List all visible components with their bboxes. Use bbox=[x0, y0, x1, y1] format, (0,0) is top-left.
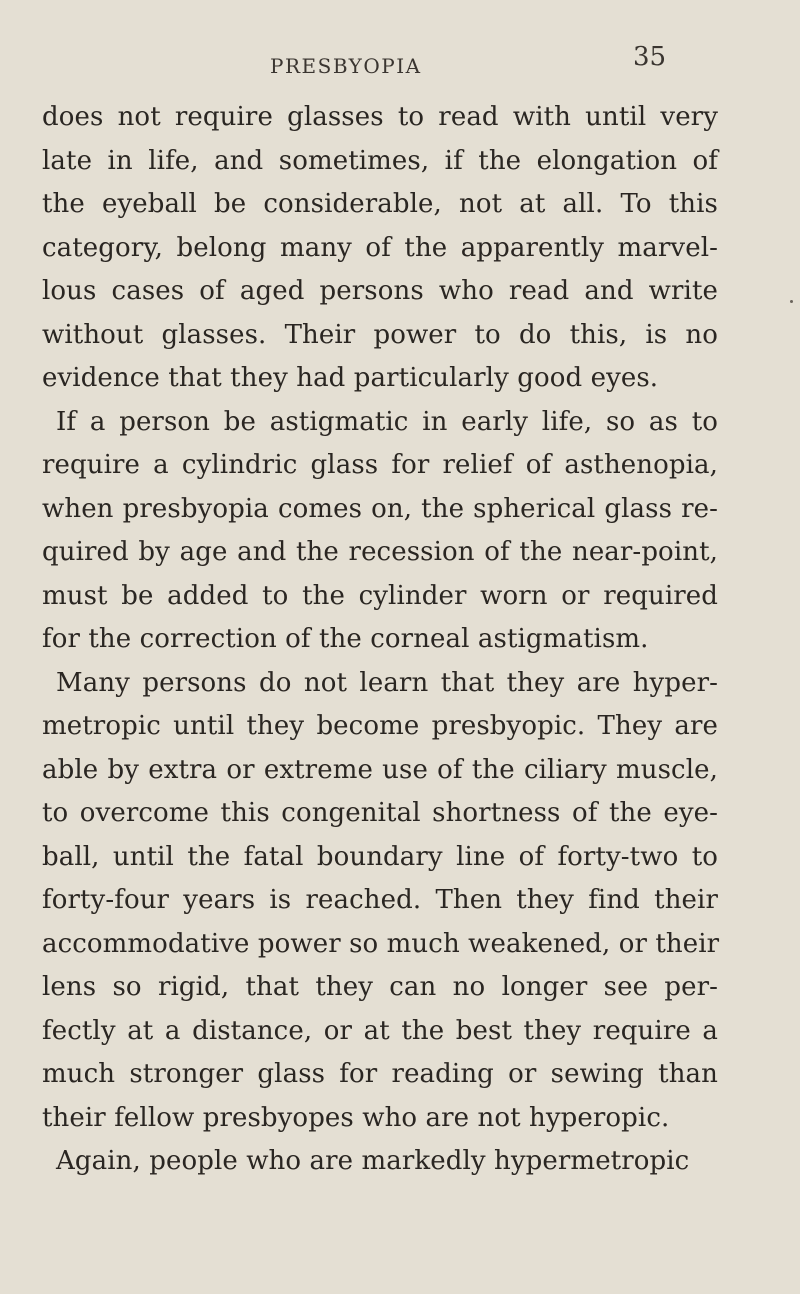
text-line: for the correction of the corneal astigmatism. bbox=[42, 624, 649, 654]
text-line: without glasses. Their power to do this, is no bbox=[42, 319, 718, 350]
text-line: much stronger glass for reading or sewing than bbox=[42, 1059, 718, 1089]
running-head: PRESBYOPIA bbox=[270, 54, 422, 78]
edge-speck bbox=[790, 300, 793, 303]
text-line: forty-four years is reached. Then they find their bbox=[42, 885, 718, 915]
text-line: accommodative power so much weakened, or their bbox=[42, 928, 720, 959]
text-line: Again, people who are markedly hypermetropic bbox=[56, 1146, 690, 1176]
text-line: Many persons do not learn that they are hyper- bbox=[56, 667, 718, 698]
text-line: must be added to the cylinder worn or required bbox=[42, 580, 718, 611]
text-line: category, belong many of the apparently marvel- bbox=[42, 232, 718, 263]
body-text bbox=[42, 96, 718, 1184]
text-line: the eyeball be considerable, not at all. To this bbox=[42, 189, 718, 219]
text-line: late in life, and sometimes, if the elongation of bbox=[42, 145, 718, 176]
text-line: evidence that they had particularly good eyes. bbox=[42, 363, 659, 393]
text-line: lens so rigid, that they can no longer see per- bbox=[42, 972, 718, 1002]
text-line: able by extra or extreme use of the ciliary muscle, bbox=[42, 754, 718, 785]
text-line: does not require glasses to read with until very bbox=[42, 102, 718, 132]
text-line: ball, until the fatal boundary line of forty-two to bbox=[42, 841, 718, 872]
text-line: metropic until they become presbyopic. They are bbox=[42, 711, 718, 741]
text-line: their fellow presbyopes who are not hyperopic. bbox=[42, 1102, 670, 1133]
text-line: require a cylindric glass for relief of asthenopia, bbox=[42, 450, 718, 480]
text-line: fectly at a distance, or at the best they require a bbox=[42, 1015, 718, 1046]
text-line: quired by age and the recession of the near-point, bbox=[42, 537, 718, 567]
text-line: to overcome this congenital shortness of the eye- bbox=[42, 798, 718, 828]
text-line: If a person be astigmatic in early life, so as to bbox=[56, 406, 718, 437]
text-line: lous cases of aged persons who read and write bbox=[42, 276, 718, 306]
text-line: when presbyopia comes on, the spherical glass re- bbox=[42, 493, 718, 524]
page-number: 35 bbox=[633, 42, 667, 72]
